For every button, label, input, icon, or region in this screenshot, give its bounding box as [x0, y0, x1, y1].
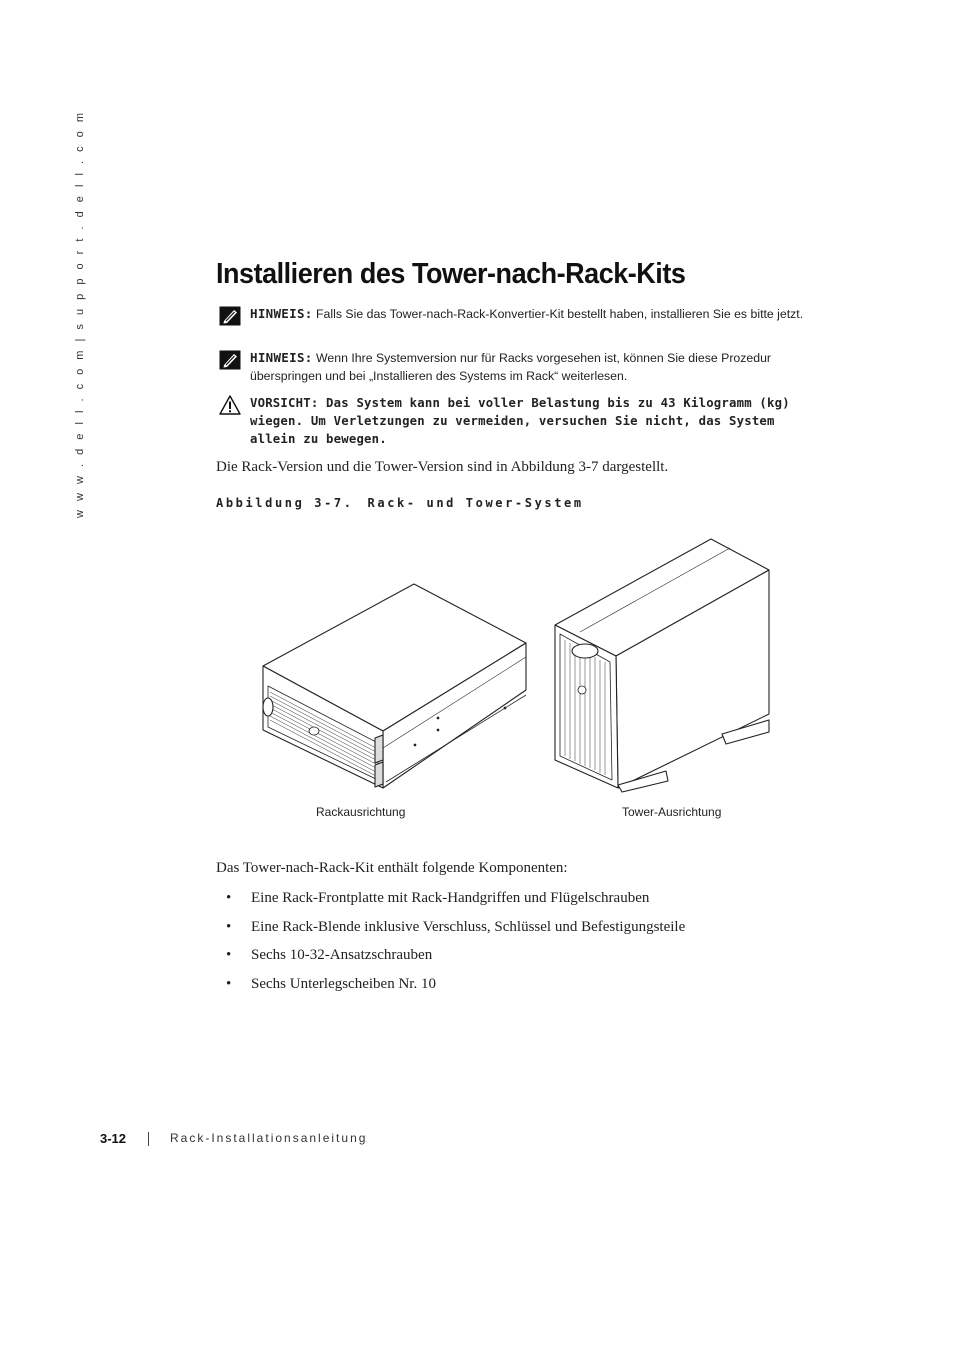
manual-title: Rack-Installationsanleitung: [170, 1131, 368, 1145]
bullet-glyph: •: [226, 918, 232, 935]
page-footer: [100, 1130, 368, 1148]
bullet-glyph: •: [226, 890, 232, 906]
caution-text: VORSICHT: Das System kann bei voller Belastung bis zu 43 Kilogramm (kg) wiegen. Um Verletzungen zu vermeiden, versuchen Sie nicht, das System allein zu bewegen.: [250, 396, 790, 446]
bullet-glyph: •: [226, 947, 232, 964]
bullet-glyph: •: [226, 976, 232, 993]
note-text: Wenn Ihre Systemversion nur für Racks vorgesehen ist, können Sie diese Prozedur überspringen und bei „Installieren des Systems im Rack“ weiterlesen.: [250, 351, 772, 383]
note-label: HINWEIS:: [250, 350, 313, 365]
list-item-text: Sechs 10-32-Ansatzschrauben: [251, 947, 433, 964]
figure-title: Rack- und Tower-System: [367, 496, 584, 510]
label-rack-orientation: Rackausrichtung: [316, 805, 406, 819]
label-tower-orientation: Tower-Ausrichtung: [622, 805, 722, 819]
figure-number: Abbildung 3-7.: [216, 496, 354, 510]
list-item-text: Eine Rack-Frontplatte mit Rack-Handgriffen und Flügelschrauben: [251, 890, 650, 906]
side-url: w w w . d e l l . c o m | s u p p o r t . d e l l . c o m: [74, 110, 86, 518]
page-title: Installieren des Tower-nach-Rack-Kits: [216, 258, 686, 290]
page-number: 3-12: [100, 1131, 127, 1146]
components-intro: Das Tower-nach-Rack-Kit enthält folgende Komponenten:: [216, 860, 568, 876]
list-item-text: Sechs Unterlegscheiben Nr. 10: [251, 976, 436, 993]
tower-system-drawing: [555, 539, 769, 792]
intro-paragraph: Die Rack-Version und die Tower-Version sind in Abbildung 3-7 dargestellt.: [216, 459, 669, 475]
rack-system-drawing: [263, 584, 526, 788]
list-item-text: Eine Rack-Blende inklusive Verschluss, Schlüssel und Befestigungsteile: [251, 918, 686, 935]
note-label: HINWEIS:: [250, 306, 313, 321]
note-text: Falls Sie das Tower-nach-Rack-Konvertier-Kit bestellt haben, installieren Sie es bitte jetzt.: [316, 307, 804, 321]
footer-divider: [148, 1132, 149, 1146]
